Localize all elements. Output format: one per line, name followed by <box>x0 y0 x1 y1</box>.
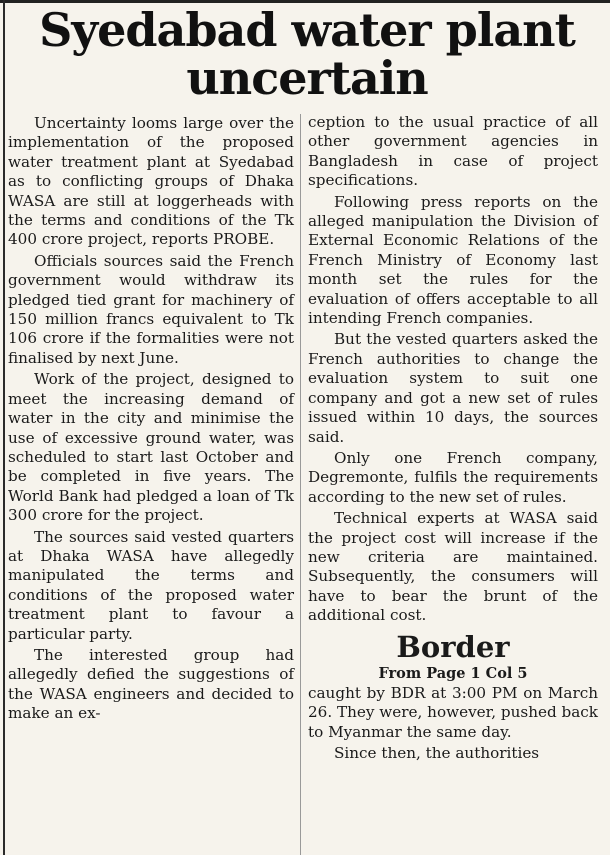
paragraph: Work of the project, designed to meet the increasing demand of water in the city and minimise the use of excessive ground water, was scheduled to start last October and be completed in five years. The World Bank had pledged a loan of Tk 300 crore for the project. <box>8 370 294 525</box>
continued-paragraph: ception to the usual practice of all other government agencies in Bangladesh in case of project specifications. <box>308 113 598 190</box>
right-column <box>308 113 598 766</box>
headline: Syedabad water plant uncertain <box>39 3 575 105</box>
second-story-headline: Border <box>396 629 510 664</box>
left-rule <box>3 0 5 855</box>
continued-paragraph: caught by BDR at 3:00 PM on March 26. They were, however, pushed back to Myanmar the same day. <box>308 683 599 741</box>
paragraph: Since then, the authorities <box>334 744 540 763</box>
paragraph: The interested group had allegedly defied the suggestions of the WASA engineers and decided to make an ex- <box>8 645 294 723</box>
paragraph: The sources said vested quarters at Dhaka WASA have allegedly manipulated the terms and conditions of the proposed water treatment plant to favour a particular party. <box>8 527 294 643</box>
paragraph: Officials sources said the French government would withdraw its pledged tied grant for machinery of 150 million francs equivalent to Tk 106 crore if the formalities were not finalised by next June. <box>8 251 294 367</box>
paragraph: Only one French company, Degremonte, fulfils the requirements according to the new set of rules. <box>308 448 598 506</box>
paragraph: Uncertainty looms large over the implementation of the proposed water treatment plant at Syedabad as to conflicting groups of Dhaka WASA are still at loggerheads with the terms and conditions of the Tk 400 crore project, reports PROBE. <box>8 114 294 249</box>
jump-line: From Page 1 Col 5 <box>378 664 528 682</box>
column-divider <box>300 114 301 855</box>
paragraph: Following press reports on the alleged manipulation the Division of External Economic Relations of the French Ministry of Economy last month set the rules for the evaluation of offers acceptable to all intending French companies. <box>308 192 598 328</box>
paragraph: But the vested quarters asked the French authorities to change the evaluation system to suit one company and got a new set of rules issued within 10 days, the sources said. <box>308 330 598 446</box>
paragraph: Technical experts at WASA said the project cost will increase if the new criteria are maintained. Subsequently, the consumers will have to bear the brunt of the additional cost. <box>308 509 598 625</box>
left-column <box>8 114 294 726</box>
